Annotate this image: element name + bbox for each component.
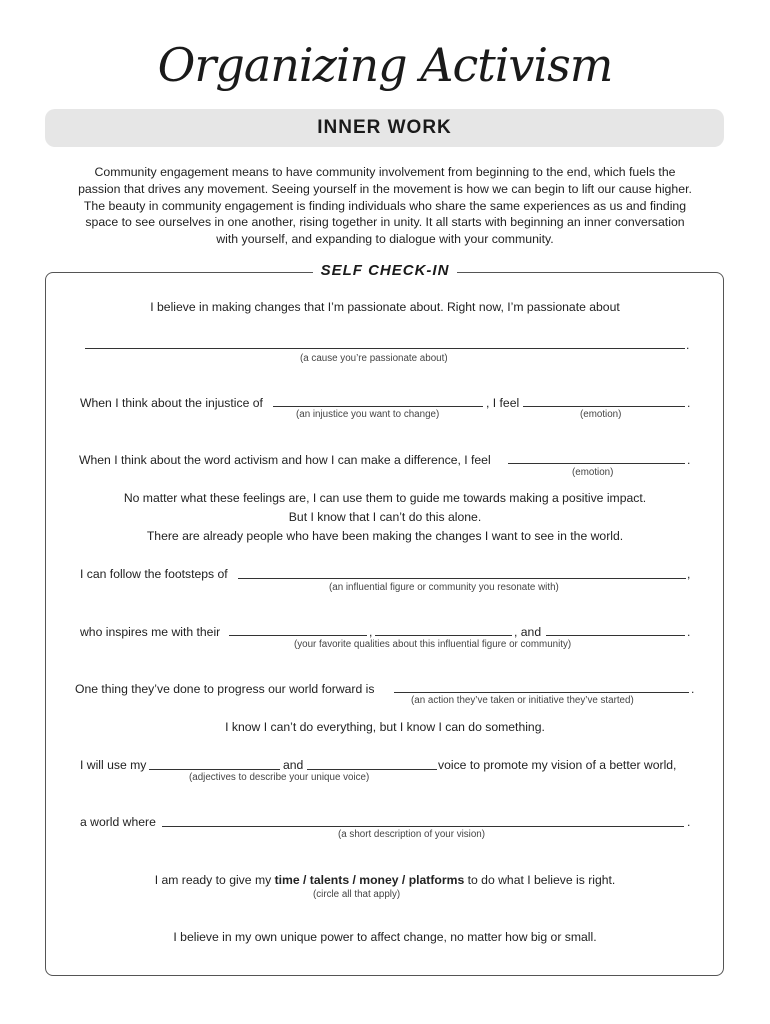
ready-suffix: to do what I believe is right. [467, 873, 616, 887]
world-hint: (a short description of your vision) [338, 829, 486, 840]
use-suffix: voice to promote my vision of a better world, [438, 758, 677, 772]
section-banner: INNER WORK [45, 109, 724, 147]
use-and: and [283, 758, 304, 772]
inspires-comma: , [369, 625, 373, 639]
use-prefix: I will use my [80, 758, 147, 772]
page-title: Organizing Activism [157, 38, 613, 92]
ready-options[interactable]: time / talents / money / platforms [274, 873, 465, 887]
follow-comma: , [687, 567, 691, 581]
voice-adjective-blank-2[interactable] [307, 769, 437, 770]
passion-hint: (a cause you’re passionate about) [300, 353, 448, 364]
closing-statement: I believe in my own unique power to affect change, no matter how big or small. [173, 930, 597, 944]
passion-blank[interactable] [85, 348, 685, 349]
progress-text: One thing they’ve done to progress our world forward is [75, 682, 375, 696]
self-checkin-box [45, 272, 724, 976]
follow-blank[interactable] [238, 578, 686, 579]
follow-text: I can follow the footsteps of [80, 567, 228, 581]
injustice-feel: , I feel [486, 396, 520, 410]
voice-adjective-blank-1[interactable] [149, 769, 280, 770]
inspires-period: . [687, 625, 691, 639]
injustice-hint: (an injustice you want to change) [296, 409, 440, 420]
use-hint: (adjectives to describe your unique voice) [189, 772, 370, 783]
passion-statement: I believe in making changes that I’m passionate about. Right now, I’m passionate about [150, 300, 620, 314]
vision-blank[interactable] [162, 826, 684, 827]
intro-line: space to see ourselves in one another, rising together in unity. It all starts with beginning an inner conversation [85, 215, 685, 230]
activism-period: . [687, 453, 691, 467]
progress-blank[interactable] [394, 692, 689, 693]
intro-line: The beauty in community engagement is finding individuals who share the same experiences as us and finding [83, 198, 687, 213]
ready-hint: (circle all that apply) [313, 889, 401, 900]
activism-emotion-blank[interactable] [508, 463, 685, 464]
ready-prefix: I am ready to give my [154, 873, 272, 887]
follow-hint: (an influential figure or community you resonate with) [329, 582, 559, 593]
activism-text: When I think about the word activism and how I can make a difference, I feel [79, 453, 491, 467]
injustice-prefix: When I think about the injustice of [80, 396, 263, 410]
injustice-period: . [687, 396, 691, 410]
feelings-line-3: There are already people who have been making the changes I want to see in the world. [146, 529, 624, 543]
injustice-emotion-blank[interactable] [523, 406, 685, 407]
quality-blank-2[interactable] [375, 635, 512, 636]
intro-paragraph [50, 164, 720, 248]
quality-blank-3[interactable] [546, 635, 685, 636]
inspires-text: who inspires me with their [80, 625, 221, 639]
inspires-and: , and [514, 625, 542, 639]
self-checkin-heading: SELF CHECK-IN [0, 262, 770, 280]
feelings-line-1: No matter what these feelings are, I can use them to guide me towards making a positive impact. [123, 491, 647, 505]
intro-line: with yourself, and expanding to dialogue with your community. [216, 232, 554, 247]
world-prefix: a world where [80, 815, 156, 829]
ready-statement [0, 873, 770, 887]
feelings-line-2: But I know that I can’t do this alone. [288, 510, 482, 524]
emotion-hint-1: (emotion) [580, 409, 622, 420]
world-period: . [687, 815, 691, 829]
progress-hint: (an action they’ve taken or initiative they’ve started) [411, 695, 634, 706]
know-text: I know I can’t do everything, but I know I can do something. [225, 720, 545, 734]
emotion-hint-2: (emotion) [572, 467, 614, 478]
intro-line: passion that drives any movement. Seeing yourself in the movement is how we can begin to lift our cause higher. [78, 181, 692, 196]
progress-period: . [691, 682, 695, 696]
inspires-hint: (your favorite qualities about this influential figure or community) [294, 639, 572, 650]
passion-period: . [686, 338, 690, 352]
intro-line: Community engagement means to have community involvement from beginning to the end, which fuels the [94, 165, 676, 179]
injustice-blank[interactable] [273, 406, 483, 407]
quality-blank-1[interactable] [229, 635, 367, 636]
